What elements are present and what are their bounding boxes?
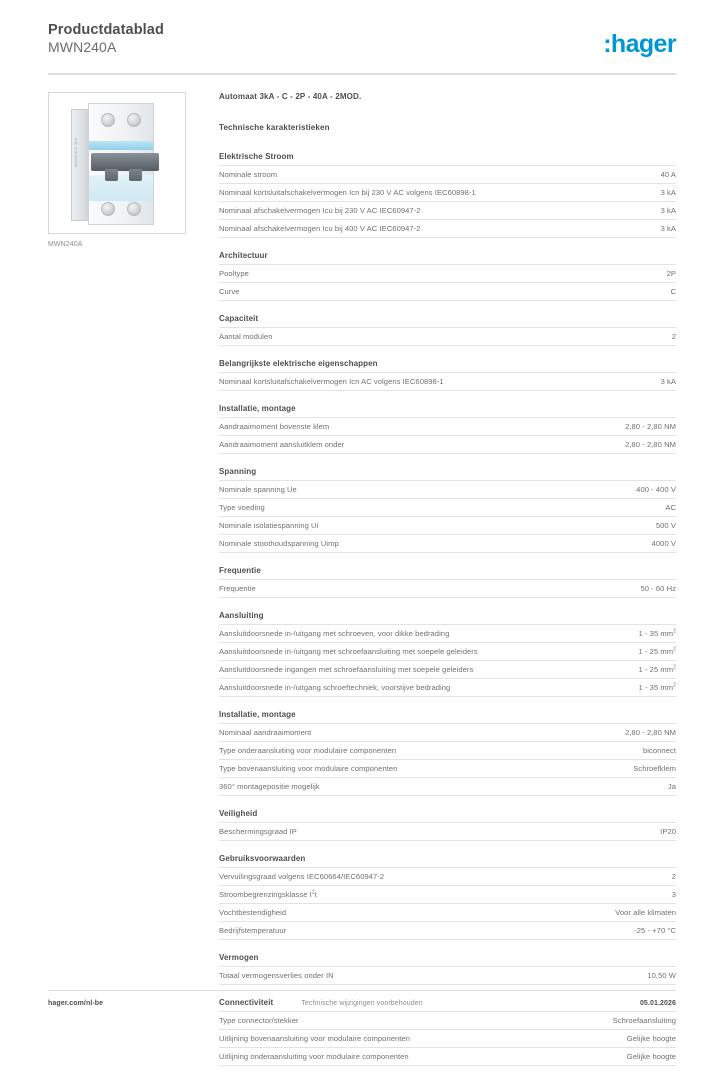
spec-row-label: Nominale isolatiespanning Ui [219, 520, 319, 530]
spec-row-label: Beschermingsgraad IP [219, 826, 297, 836]
spec-group-title: Aansluiting [219, 611, 676, 625]
footer-divider [48, 990, 676, 991]
spec-row-value: 3 kA [660, 224, 676, 234]
spec-group [219, 998, 676, 1066]
spec-row-value: 500 V [655, 520, 676, 530]
product-image-caption: MWN240A [48, 241, 83, 248]
spec-group-title: Belangrijkste elektrische eigenschappen [219, 359, 676, 373]
footer-notice: Technische wijzigingen voorbehouden [301, 1000, 423, 1007]
breaker-window [89, 175, 153, 201]
page-footer [48, 1000, 676, 1007]
spec-row-label: Nominaal afschakelvermogen Icu bij 400 V AC IEC60947-2 [219, 224, 421, 234]
spec-row [219, 886, 676, 904]
spec-row-value: Voor alle klimaten [615, 907, 676, 917]
spec-row-value: 1 - 35 $mm^2$ [638, 628, 676, 638]
product-image [48, 92, 186, 234]
spec-row-value: IP20 [660, 826, 676, 836]
spec-group [219, 611, 676, 697]
spec-group [219, 251, 676, 301]
spec-groups [219, 152, 676, 1066]
spec-row-value: C [670, 287, 676, 297]
spec-row-label: Vochtbestendigheid [219, 907, 287, 917]
spec-row-value: 40 A [660, 170, 676, 180]
spec-row-label: Aansluitdoorsnede in-/uitgang met schroefaansluiting met soepele geleiders [219, 646, 478, 656]
spec-group [219, 314, 676, 346]
spec-row-label: Curve [219, 287, 240, 297]
spec-row [219, 922, 676, 940]
spec-row-label: Frequentie [219, 583, 256, 593]
spec-group-title: Capaciteit [219, 314, 676, 328]
spec-row-label: Type onderaansluiting voor modulaire componenten [219, 745, 397, 755]
spec-row [219, 283, 676, 301]
spec-row-value: AC [665, 502, 676, 512]
product-reference: MWN240A [48, 39, 117, 55]
spec-row-label: Nominaal kortsluitafschakelvermogen Icn AC volgens IEC60898-1 [219, 376, 444, 386]
spec-row-label: Totaal vermogensverlies onder IN [219, 970, 334, 980]
spec-group-title: Gebruiksvoorwaarden [219, 854, 676, 868]
spec-row-value: 3 kA [660, 206, 676, 216]
spec-row-label: Stroombegrenzingsklasse $I^2t$ [219, 889, 317, 899]
spec-row-label: 360° montagepositie mogelijk [219, 781, 320, 791]
title-block [48, 22, 164, 56]
terminal-screw-bottom-right [127, 202, 141, 216]
spec-row [219, 166, 676, 184]
spec-group-title: Architectuur [219, 251, 676, 265]
terminal-screw-top-right [127, 113, 141, 127]
spec-row-label: Nominaal aandraaimoment [219, 727, 312, 737]
spec-row-label: Nominaal afschakelvermogen Icu bij 230 V AC IEC60947-2 [219, 206, 421, 216]
spec-group-title: Frequentie [219, 566, 676, 580]
spec-row-value: Schroefaansluiting [612, 1015, 676, 1025]
spec-group-title: Veiligheid [219, 809, 676, 823]
product-description: Automaat 3kA - C - 2P - 40A - 2MOD. [219, 92, 362, 101]
spec-row [219, 481, 676, 499]
spec-group [219, 953, 676, 985]
spec-row-value: 2 [671, 871, 676, 881]
spec-row-value: biconnect [643, 745, 676, 755]
spec-row-value: 2,80 - 2,80 NM [625, 421, 676, 431]
spec-row-value: 2 [671, 332, 676, 341]
spec-group [219, 809, 676, 841]
spec-row [219, 535, 676, 553]
breaker-toggle-lever [91, 153, 159, 171]
spec-row-label: Nominale spanning Ue [219, 484, 297, 494]
spec-row [219, 679, 676, 697]
spec-row [219, 517, 676, 535]
product-figure [48, 92, 188, 248]
spec-row-label: Type voeding [219, 502, 265, 512]
spec-row [219, 661, 676, 679]
spec-row-value: -25 - +70 °C [634, 925, 676, 935]
spec-row [219, 580, 676, 598]
breaker-stripe [89, 141, 153, 150]
spec-row-value: 50 - 60 Hz [640, 583, 676, 593]
spec-group [219, 854, 676, 940]
spec-row-label: Aansluitdoorsnede in-/uitgang met schroeven, voor dikke bedrading [219, 628, 450, 638]
spec-group [219, 404, 676, 454]
spec-row [219, 742, 676, 760]
page-header [48, 22, 676, 74]
spec-group [219, 710, 676, 796]
spec-row-label: Aantal modulen [219, 332, 273, 341]
spec-row [219, 760, 676, 778]
spec-row [219, 1048, 676, 1066]
spec-group-title: Installatie, montage [219, 710, 676, 724]
page-title: Productdatablad [48, 22, 164, 38]
spec-row [219, 823, 676, 841]
spec-row [219, 643, 676, 661]
circuit-breaker-illustration [71, 103, 163, 225]
spec-row-value: 3 [671, 889, 676, 899]
breaker-marking-text: MWN240A 3kA [74, 137, 78, 167]
spec-row-label: Uitlijning onderaansluiting voor modulaire componenten [219, 1051, 409, 1061]
spec-row [219, 967, 676, 985]
spec-row-value: 4000 V [651, 538, 676, 548]
spec-row [219, 1012, 676, 1030]
spec-group [219, 467, 676, 553]
spec-group-title: Elektrische Stroom [219, 152, 676, 166]
spec-row [219, 778, 676, 796]
spec-row-value: Schroefklem [633, 763, 676, 773]
spec-group-title: Installatie, montage [219, 404, 676, 418]
spec-row-value: Gelijke hoogte [626, 1051, 676, 1061]
spec-row-value: Gelijke hoogte [626, 1033, 676, 1043]
spec-row-value: 2,80 - 2,80 NM [625, 727, 676, 737]
spec-row-value: 3 kA [660, 188, 676, 198]
spec-group-title: Spanning [219, 467, 676, 481]
footer-website[interactable]: hager.com/nl-be [48, 1000, 104, 1007]
spec-row-value: 10,50 W [647, 970, 676, 980]
spec-row-label: Vervuilingsgraad volgens IEC60664/IEC60947-2 [219, 871, 385, 881]
spec-row [219, 220, 676, 238]
spec-row-label: Aandraaimoment aansluitklem onder [219, 439, 345, 449]
breaker-lever-nub-right [129, 169, 142, 181]
spec-row [219, 184, 676, 202]
spec-group-title: Connectiviteit [219, 998, 676, 1012]
spec-row [219, 202, 676, 220]
terminal-screw-top-left [101, 113, 115, 127]
spec-group [219, 566, 676, 598]
spec-row [219, 265, 676, 283]
spec-row [219, 868, 676, 886]
terminal-screw-bottom-left [101, 202, 115, 216]
spec-row-label: Uitlijning bovenaansluiting voor modulaire componenten [219, 1033, 410, 1043]
hager-logo: :hager [603, 30, 676, 58]
spec-row-value: 2,80 - 2,80 NM [625, 439, 676, 449]
spec-row-value: 3 kA [660, 376, 676, 386]
spec-row [219, 1030, 676, 1048]
spec-row-label: Aandraaimoment bovenste klem [219, 421, 330, 431]
spec-group-title: Vermogen [219, 953, 676, 967]
spec-row-label: Aansluitdoorsnede in-/uitgang schroeftechniek, voorstijve bedrading [219, 682, 451, 692]
spec-row-label: Type bovenaansluiting voor modulaire componenten [219, 763, 398, 773]
spec-row [219, 373, 676, 391]
spec-row-value: 1 - 25 $mm^2$ [638, 664, 676, 674]
spec-row-label: Pooltype [219, 269, 249, 279]
breaker-lever-nub-left [105, 169, 118, 181]
spec-row-label: Nominale stroom [219, 170, 278, 180]
spec-row-label: Nominale stoothoudspanning Uimp [219, 538, 339, 548]
specification-table [219, 92, 676, 1079]
spec-group [219, 359, 676, 391]
header-divider [48, 73, 676, 75]
section-subtitle: Technische karakteristieken [219, 123, 330, 132]
spec-row [219, 436, 676, 454]
spec-row-value: 1 - 25 $mm^2$ [638, 646, 676, 656]
spec-row-label: Type connector/stekker [219, 1015, 299, 1025]
spec-row [219, 499, 676, 517]
spec-row-label: Nominaal kortsluitafschakelvermogen Icn bij 230 V AC volgens IEC60898-1 [219, 188, 476, 198]
spec-row [219, 724, 676, 742]
footer-date: 05.01.2026 [639, 1000, 676, 1007]
spec-row-value: Ja [667, 781, 676, 791]
spec-row-value: 2P [666, 269, 676, 279]
spec-row-value: 400 - 400 V [636, 484, 676, 494]
spec-row-label: Aansluitdoorsnede ingangen met schroefaansluiting met soepele geleiders [219, 664, 474, 674]
spec-row-value: 1 - 35 $mm^2$ [638, 682, 676, 692]
spec-group [219, 152, 676, 238]
spec-row [219, 904, 676, 922]
spec-row-label: Bedrijfstemperatuur [219, 925, 287, 935]
spec-row [219, 625, 676, 643]
spec-row [219, 328, 676, 346]
spec-row [219, 418, 676, 436]
